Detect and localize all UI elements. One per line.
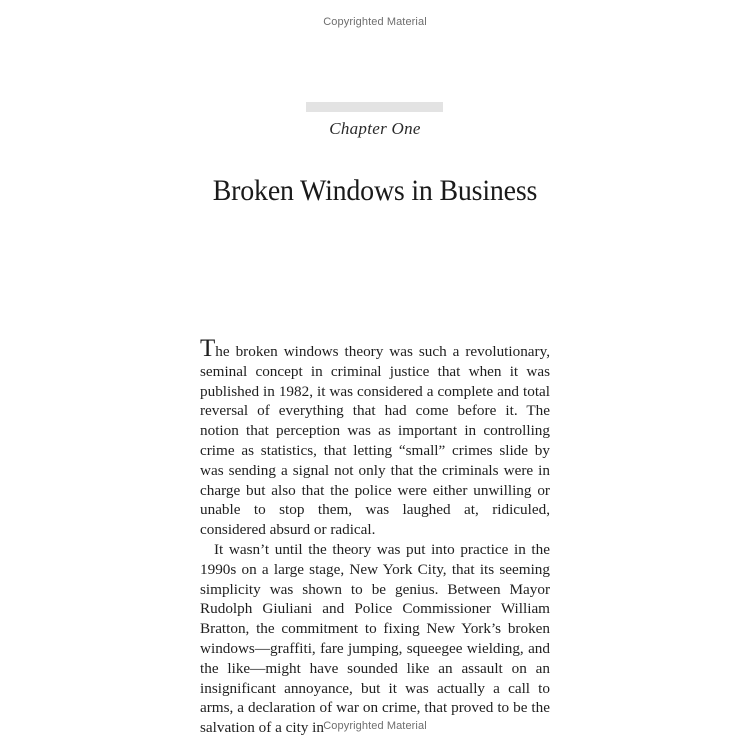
body-text: [200, 335, 550, 738]
initial-letter: T: [200, 335, 216, 362]
paragraph-1: [200, 335, 550, 540]
chapter-label: Chapter One: [329, 119, 421, 138]
copyright-watermark-bottom: Copyrighted Material: [323, 720, 427, 732]
chapter-rule: [306, 102, 443, 112]
copyright-watermark-top: Copyrighted Material: [323, 16, 427, 28]
paragraph-2: It wasn’t until the theory was put into practice in the 1990s on a large stage, New York City, that its seeming simplicity was shown to be genius. Between Mayor Rudolph Giuliani and Police Commissioner William Bratton, the commitment to fixing New York’s broken windows—graffiti, fare jumping, squeegee wielding, and the like—might have sounded like an assault on an insignificant annoyance, but it was actually a call to arms, a declaration of war on crime, that proved to be the salvation of a city in: [200, 540, 550, 737]
paragraph-1-text: he broken windows theory was such a revolutionary, seminal concept in criminal justice that when it was published in 1982, it was considered a complete and total reversal of everything that had come before it. The notion that perception was as important in controlling crime as statistics, that letting “small” crimes slide by was sending a signal not only that the criminals were in charge but also that the police were either unwilling or unable to stop them, was laughed at, ridiculed, considered absurd or radical.: [200, 343, 550, 539]
chapter-title: Broken Windows in Business: [212, 174, 538, 207]
